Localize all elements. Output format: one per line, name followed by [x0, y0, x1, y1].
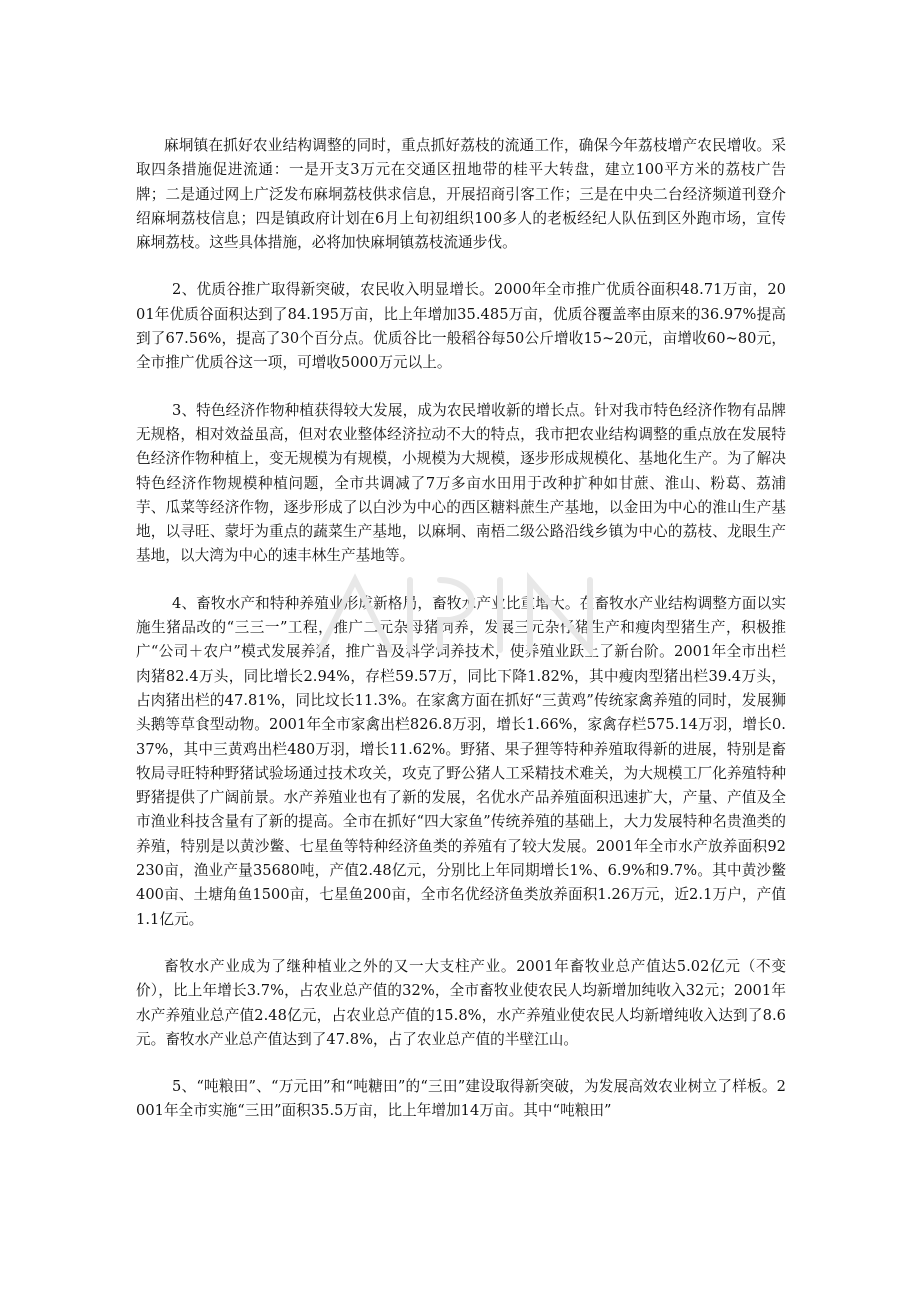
- paragraph-cash-crops: 3、特色经济作物种植获得较大发展，成为农民增收新的增长点。针对我市特色经济作物有品牌无规格，相对效益虽高，但对农业整体经济拉动不大的特点，我市把农业结构调整的重点放在发展特色经济作物种植上，变无规模为有规模，小规模为大规模，逐步形成规模化、基地化生产。为了解决特色经济作物规模种植问题，全市共调减了7万多亩水田用于改种扩种如甘蔗、淮山、粉葛、荔浦芋、瓜菜等经济作物，逐步形成了以白沙为中心的西区糖料蔗生产基地，以金田为中心的淮山生产基地，以寻旺、蒙圩为重点的蔬菜生产基地，以麻垌、南梧二级公路沿线乡镇为中心的荔枝、龙眼生产基地，以大湾为中心的速丰林生产基地等。: [136, 401, 786, 565]
- paragraph-livestock-aquaculture: 4、畜牧水产和特种养殖业形成新格局，畜牧水产业比重增大。在畜牧水产业结构调整方面以实施生猪品改的“三三一”工程，推广二元杂母猪饲养，发展三元杂仔猪生产和瘦肉型猪生产，积极推广“公司＋农户”模式发展养猪，推广普及科学饲养技术，使养殖业跃上了新台阶。2001年全市出栏肉猪82.4万头，同比增长2.94%，存栏59.57万，同比下降1.82%，其中瘦肉型猪出栏39.4万头，占肉猪出栏的47.81%，同比坟长11.3%。在家禽方面在抓好“三黄鸡”传统家禽养殖的同时，发展狮头鹅等草食型动物。2001年全市家禽出栏826.8万羽，增长1.66%，家禽存栏575.14万羽，增长0.37%，其中三黄鸡出栏480万羽，增长11.62%。野猪、果子狸等特种养殖取得新的进展，特别是畜牧局寻旺特种野猪试验场通过技术攻关，攻克了野公猪人工采精技术难关，为大规模工厂化养殖特种野猪提供了广阔前景。水产养殖业也有了新的发展，名优水产品养殖面积迅速扩大，产量、产值及全市渔业科技含量有了新的提高。全市在抓好“四大家鱼”传统养殖的基础上，大力发展特种名贵渔类的养殖，特别是以黄沙鳖、七星鱼等特种经济鱼类的养殖有了较大发展。2001年全市水产放养面积92230亩，渔业产量35680吨，产值2.48亿元，分别比上年同期增长1%、6.9%和9.7%。其中黄沙鳖400亩、土塘角鱼1500亩，七星鱼200亩，全市名优经济鱼类放养面积1.26万元，近2.1万户，产值1.1亿元。: [136, 594, 786, 928]
- paragraph-three-fields: 5、“吨粮田”、“万元田”和“吨糖田”的“三田”建设取得新突破，为发展高效农业树立了样板。2001年全市实施“三田”面积35.5万亩，比上年增加14万亩。其中“吨粮田”: [136, 1078, 786, 1120]
- paragraph-quality-rice: 2、优质谷推广取得新突破，农民收入明显增长。2000年全市推广优质谷面积48.71万亩，2001年优质谷面积达到了84.195万亩，比上年增加35.485万亩，优质谷覆盖率由原来的36.97%提高到了67.56%，提高了30个百分点。优质谷比一般稻谷每50公斤增收15~20元，亩增收60~80元，全市推广优质谷这一项，可增收5000万元以上。: [136, 281, 786, 372]
- document-body: [136, 134, 786, 1147]
- paragraph-livestock-pillar: 畜牧水产业成为了继种植业之外的又一大支柱产业。2001年畜牧业总产值达5.02亿元（不变价），比上年增长3.7%，占农业总产值的32%，全市畜牧业使农民人均新增加纯收入32元；2001年水产养殖业总产值2.48亿元，占农业总产值的15.8%，水产养殖业使农民人均新增纯收入达到了8.6元。畜牧水产业总产值达到了47.8%，占了农业总产值的半壁江山。: [136, 957, 786, 1048]
- paragraph-maduo-lychee: 麻垌镇在抓好农业结构调整的同时，重点抓好荔枝的流通工作，确保今年荔枝增产农民增收。采取四条措施促进流通：一是开支3万元在交通区扭地带的桂平大转盘，建立100平方米的荔枝广告牌；二是通过网上广泛发布麻垌荔枝供求信息，开展招商引客工作；三是在中央二台经济频道刊登介绍麻垌荔枝信息；四是镇政府计划在6月上旬初组织100多人的老板经纪人队伍到区外跑市场，宣传麻垌荔枝。这些具体措施，必将加快麻垌镇荔枝流通步伐。: [136, 137, 786, 252]
